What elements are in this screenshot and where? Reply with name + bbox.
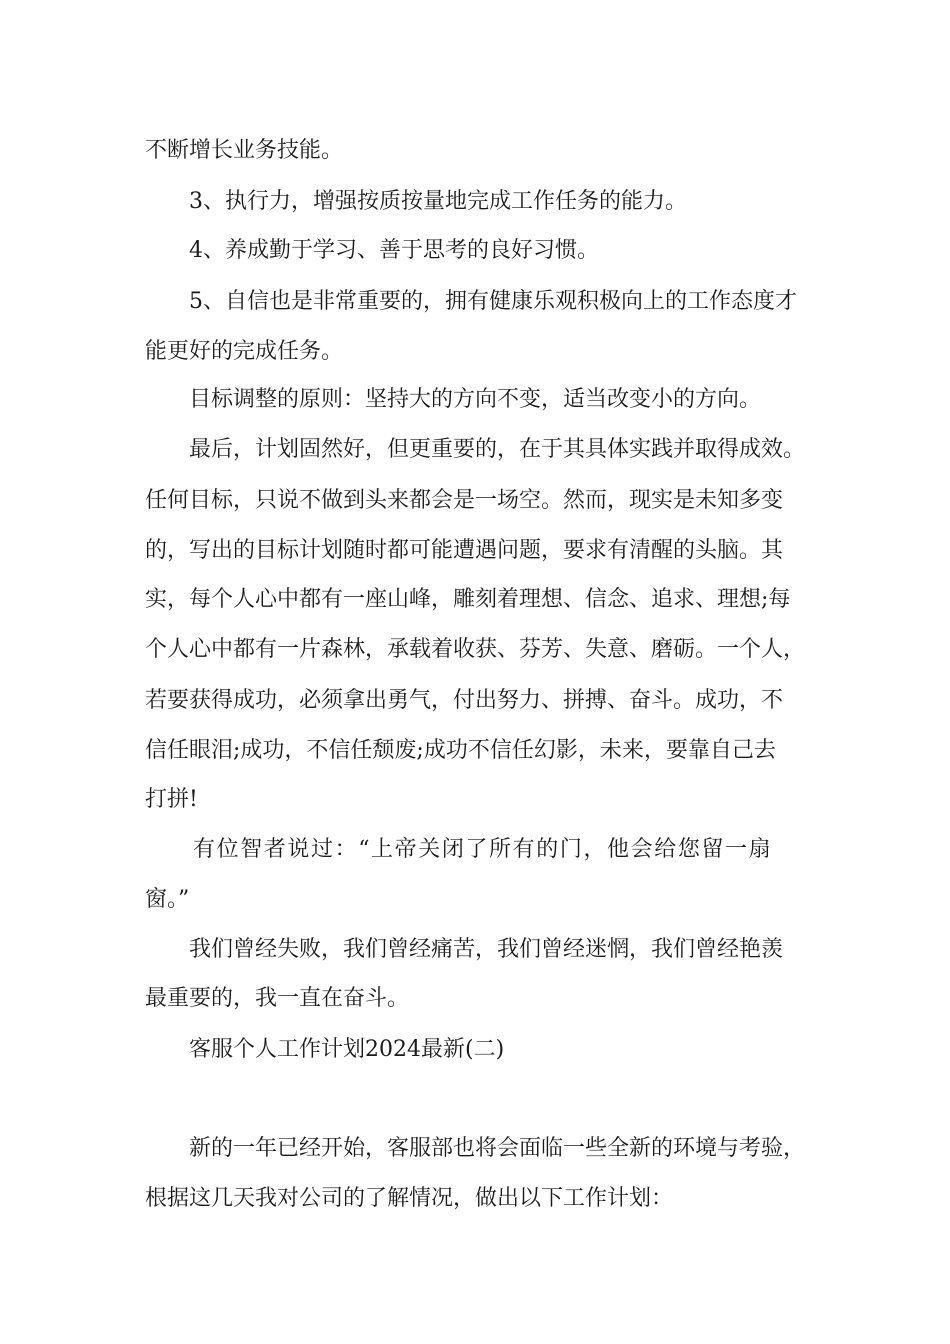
text-line: 新的一年已经开始，客服部也将会面临一些全新的环境与考验， — [189, 1136, 806, 1161]
text-line: 3、执行力，增强按质按量地完成工作任务的能力。 — [189, 189, 687, 214]
text-line: 5、自信也是非常重要的，拥有健康乐观积极向上的工作态度才 — [189, 289, 797, 314]
text-line: 能更好的完成任务。 — [145, 339, 344, 364]
text-line: 根据这几天我对公司的了解情况，做出以下工作计划： — [145, 1186, 674, 1211]
section-heading: 客服个人工作计划2024最新(二) — [189, 1037, 505, 1062]
text-line: 打拼! — [145, 787, 198, 812]
text-line: 4、养成勤于学习、善于思考的良好习惯。 — [189, 238, 599, 263]
text-line: 不断增长业务技能。 — [145, 138, 344, 163]
text-line: 目标调整的原则：坚持大的方向不变，适当改变小的方向。 — [189, 387, 762, 412]
text-line: 窗。” — [145, 887, 190, 912]
text-line: 实，每个人心中都有一座山峰，雕刻着理想、信念、追求、理想;每 — [145, 587, 791, 612]
text-line: 我们曾经失败，我们曾经痛苦，我们曾经迷惘，我们曾经艳羡 — [189, 937, 784, 962]
text-line: 信任眼泪;成功，不信任颓废;成功不信任幻影，未来，要靠自己去 — [145, 738, 776, 763]
text-line: 任何目标，只说不做到头来都会是一场空。然而，现实是未知多变 — [145, 488, 784, 513]
text-line: 最重要的，我一直在奋斗。 — [145, 986, 410, 1011]
text-line: 的，写出的目标计划随时都可能遭遇问题，要求有清醒的头脑。其 — [145, 538, 784, 563]
text-line: 最后，计划固然好，但更重要的，在于其具体实践并取得成效。 — [189, 437, 806, 462]
text-line: 个人心中都有一片森林，承载着收获、芬芳、失意、磨砺。一个人， — [145, 637, 806, 662]
text-line: 有位智者说过：“上帝关闭了所有的门，他会给您留一扇 — [193, 837, 773, 862]
text-line: 若要获得成功，必须拿出勇气，付出努力、拼搏、奋斗。成功，不 — [145, 688, 784, 713]
